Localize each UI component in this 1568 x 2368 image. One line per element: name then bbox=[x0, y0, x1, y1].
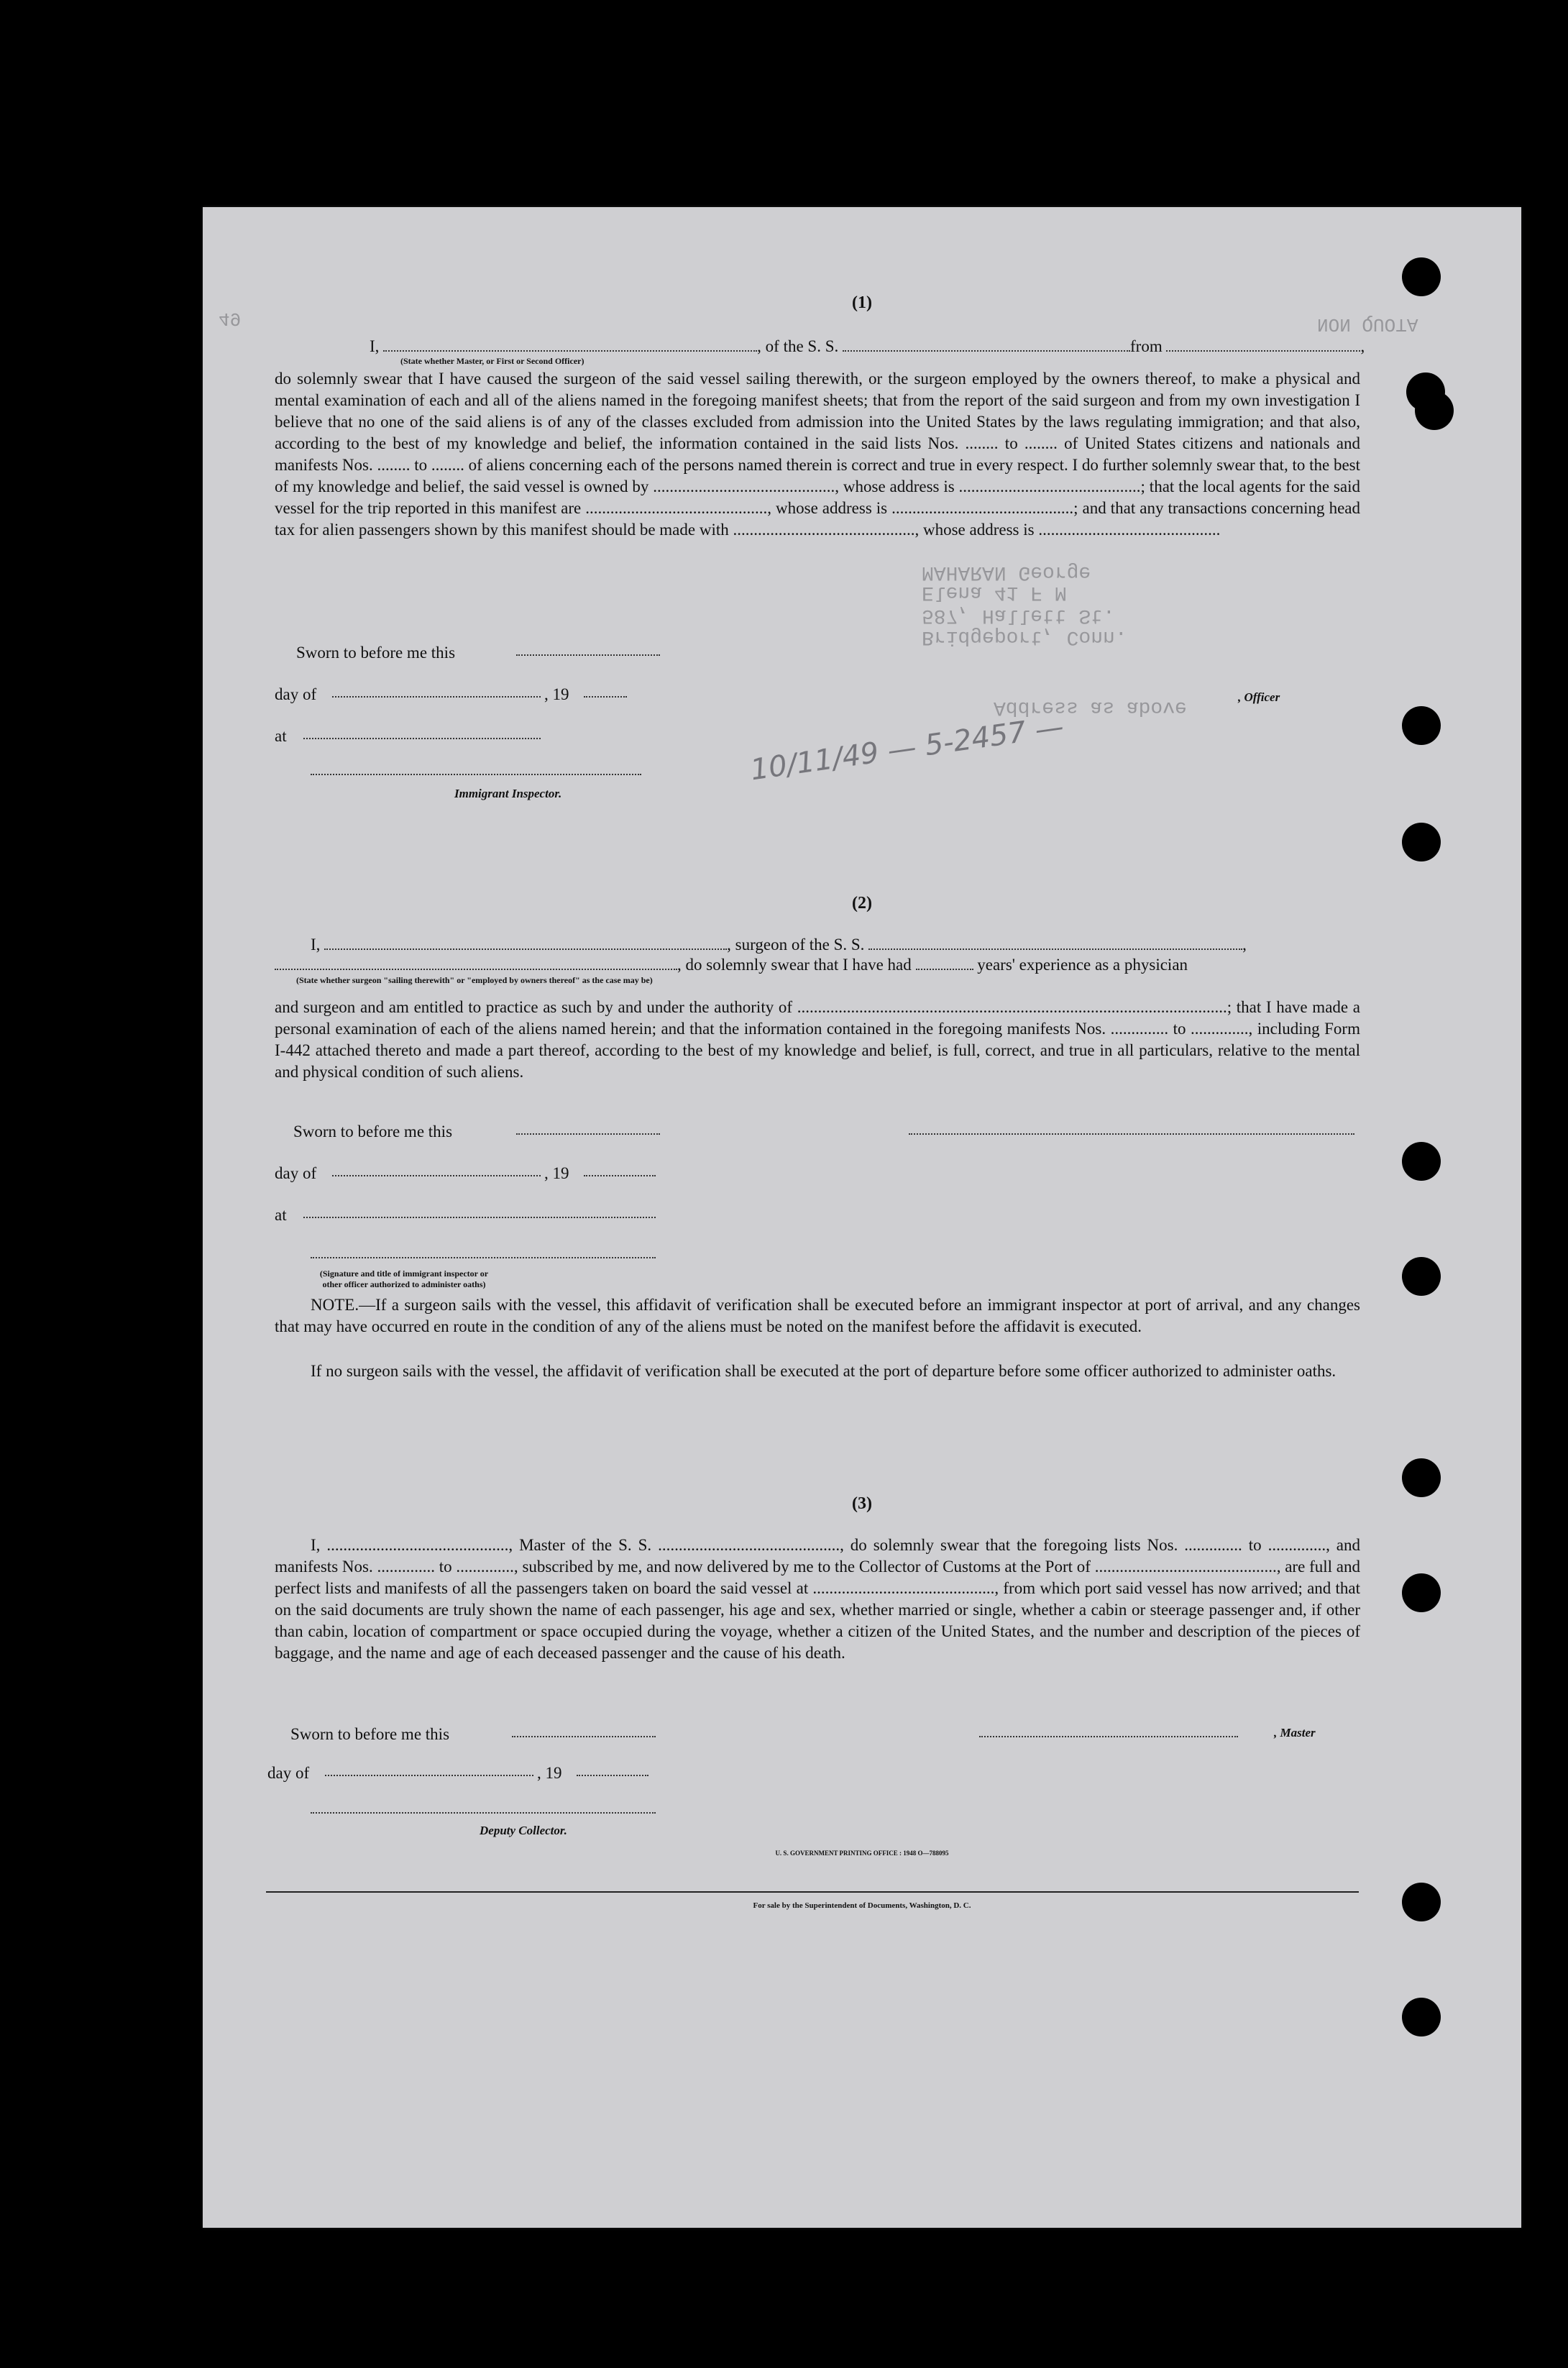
section-1-oath-line: I, , of the S. S. from , bbox=[370, 337, 1365, 355]
surgeon-of-ss-label: , surgeon of the S. S. bbox=[727, 936, 865, 954]
vessel-name-field-2[interactable] bbox=[868, 936, 1242, 950]
punch-hole bbox=[1402, 1257, 1441, 1296]
sale-notice: For sale by the Superintendent of Documents, Washington, D. C. bbox=[753, 1901, 971, 1910]
section-1-body: do solemnly swear that I have caused the surgeon of the said vessel sailing therewith, or the surgeon employed by the owners thereof, to make a physical and mental examination of each and all of the aliens named in the foregoing manifest sheets; that from the report of the said surgeon and from my own investigation I believe that no one of the said aliens is of any of the classes excluded from admission into the United States by the laws regulating immigration; and that also, according to the best of my knowledge and belief, the information contained in the said lists Nos. ........ to ........ of United States citizens and nationals and manifests Nos. ........ to ........ of aliens concerning each of the persons named therein is correct and true in every respect. I do further solemnly swear that, to the best of my knowledge and belief, the said vessel is owned by ............................................, whose address is ............................................; that the local agents for the said vessel for the trip reported in this manifest are ............................................, whose address is ............................................; and that any transactions concerning head tax for alien passengers shown by this manifest should be made with ............................................, whose address is ............................................ bbox=[275, 370, 1360, 539]
master-label: , Master bbox=[1274, 1726, 1316, 1740]
handwritten-annotation: 10/11/49 — 5-2457 — bbox=[748, 710, 1066, 787]
note-no-surgeon: If no surgeon sails with the vessel, the affidavit of verification shall be executed at the port of departure before some officer authorized to administer oaths. bbox=[311, 1362, 1337, 1380]
footer-rule bbox=[266, 1891, 1359, 1893]
gpo-imprint: U. S. GOVERNMENT PRINTING OFFICE : 1948 O—788095 bbox=[775, 1850, 949, 1857]
bleed-through-name: MAHARAN George bbox=[922, 561, 1091, 583]
immigrant-inspector-label: Immigrant Inspector. bbox=[454, 787, 562, 800]
at-label-2: at bbox=[275, 1206, 287, 1224]
day-of-label-3: day of bbox=[267, 1764, 310, 1782]
surgeon-name-field[interactable] bbox=[324, 936, 727, 950]
year-field-1[interactable] bbox=[584, 696, 627, 698]
surgeon-type-note: (State whether surgeon "sailing therewith" or "employed by owners thereof" as the case may be) bbox=[296, 975, 653, 985]
section-3-number: (3) bbox=[852, 1494, 872, 1513]
oath-i-label: I, bbox=[370, 337, 380, 355]
officer-rank-note: (State whether Master, or First or Second Officer) bbox=[400, 356, 584, 366]
year-label-2: , 19 bbox=[544, 1164, 569, 1182]
at-field-2[interactable] bbox=[303, 1217, 656, 1218]
sworn-date-field-2[interactable] bbox=[516, 1133, 660, 1135]
day-field-2[interactable] bbox=[332, 1175, 541, 1176]
section-3-body: I, ............................................, Master of the S. S. ............................................, do solemnly swear that the foregoing lists Nos. .............. to .............., and manifests Nos. .............. to .............., subscribed by me, and now delivered by me to the Collector of Customs at the Port of ............................................, are full and perfect lists and manifests of all the passengers taken on board the said vessel at ............................................, from which port said vessel has now arrived; and that on the said documents are truly shown the name of each passenger, his age and sex, whether married or single, whether a cabin or steerage passenger and, if other than cabin, location of compartment or space occupied during the voyage, whether a citizen of the United States, and the number and description of the pieces of baggage, and the name and age of each deceased passenger and the cause of his death. bbox=[275, 1536, 1360, 1662]
deputy-collector-label: Deputy Collector. bbox=[480, 1824, 567, 1837]
bleed-through-name2: Elena 41 F M bbox=[922, 581, 1067, 603]
day-of-label-1: day of bbox=[275, 685, 317, 703]
section-2-oath-line: I, , surgeon of the S. S. , bbox=[311, 936, 1247, 954]
note-surgeon-sails: NOTE.—If a surgeon sails with the vessel, this affidavit of verification shall be executed before an immigrant inspector at port of arrival, and any changes that may have occurred en route in the condition of any of the aliens must be noted on the manifest before the affidavit is executed. bbox=[275, 1296, 1360, 1335]
punch-hole bbox=[1402, 706, 1441, 745]
vessel-name-field[interactable] bbox=[843, 337, 1130, 352]
years-label: years' experience as a physician bbox=[977, 956, 1188, 974]
section-2-number: (2) bbox=[852, 894, 872, 913]
manifest-page bbox=[203, 207, 1521, 2228]
punch-hole bbox=[1402, 1458, 1441, 1497]
section-2-swear-line bbox=[275, 955, 1360, 975]
surgeon-type-field[interactable] bbox=[275, 956, 677, 970]
sworn-label-1: Sworn to before me this bbox=[296, 644, 456, 662]
punch-hole bbox=[1402, 1573, 1441, 1612]
day-field-1[interactable] bbox=[332, 696, 541, 698]
day-field-3[interactable] bbox=[325, 1775, 533, 1776]
at-label-1: at bbox=[275, 727, 287, 745]
section-2-body: and surgeon and am entitled to practice as such by and under the authority of ........................................................................................................; that I have made a personal examination of each of the aliens named herein; and that the information contained in the foregoing manifests Nos. .............. to .............., including Form I-442 attached thereto and made a part thereof, according to the best of my knowledge and belief, is full, correct, and true in all particulars, relative to the mental and physical condition of such aliens. bbox=[275, 998, 1360, 1081]
year-field-2[interactable] bbox=[584, 1175, 656, 1176]
officer-name-field[interactable] bbox=[383, 337, 757, 352]
from-port-field[interactable] bbox=[1166, 337, 1360, 352]
master-signature[interactable] bbox=[979, 1736, 1238, 1737]
section-1-number: (1) bbox=[852, 293, 872, 312]
of-ss-label: , of the S. S. bbox=[757, 337, 839, 355]
bleed-through-page-number: 49 bbox=[219, 308, 242, 329]
day-of-label-2: day of bbox=[275, 1164, 317, 1182]
bleed-through-address3: Address as above bbox=[994, 696, 1187, 718]
inspector-signature-2[interactable] bbox=[311, 1257, 656, 1258]
sworn-date-field-1[interactable] bbox=[516, 654, 660, 656]
oath-i-label-2: I, bbox=[311, 936, 321, 954]
sworn-label-2: Sworn to before me this bbox=[293, 1123, 453, 1140]
punch-hole bbox=[1402, 257, 1441, 296]
bleed-through-address1: 587, Hallett St. bbox=[922, 604, 1115, 626]
sworn-label-3: Sworn to before me this bbox=[290, 1725, 450, 1743]
punch-hole bbox=[1415, 391, 1454, 430]
officer-signature-2[interactable] bbox=[909, 1133, 1354, 1135]
officer-label: , Officer bbox=[1238, 690, 1280, 704]
bleed-through-quota: NON QUOTA bbox=[1317, 314, 1418, 335]
punch-hole bbox=[1402, 823, 1441, 861]
sworn-date-field-3[interactable] bbox=[512, 1736, 656, 1737]
years-experience-field[interactable] bbox=[916, 956, 973, 970]
punch-hole bbox=[1402, 1998, 1441, 2036]
bleed-through-address2: Bridgeport, Conn. bbox=[922, 626, 1127, 648]
at-field-1[interactable] bbox=[303, 738, 541, 739]
signature-title-note: (Signature and title of immigrant inspector or other officer authorized to administer oaths) bbox=[319, 1268, 489, 1289]
deputy-collector-signature[interactable] bbox=[311, 1812, 656, 1814]
inspector-signature-1[interactable] bbox=[311, 774, 641, 775]
year-field-3[interactable] bbox=[577, 1775, 648, 1776]
year-label-3: , 19 bbox=[537, 1764, 562, 1782]
swear-label-2: , do solemnly swear that I have had bbox=[677, 956, 912, 974]
year-label-1: , 19 bbox=[544, 685, 569, 703]
from-label: from bbox=[1130, 337, 1163, 355]
punch-hole bbox=[1402, 1142, 1441, 1181]
